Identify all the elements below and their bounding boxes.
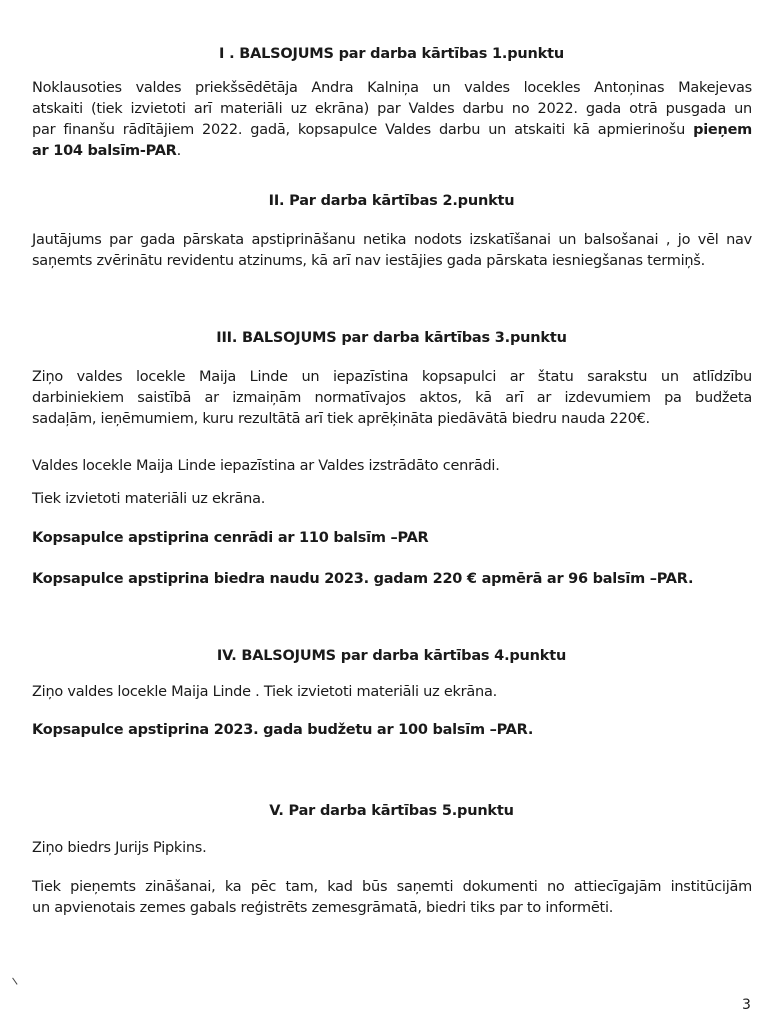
section-3-decision (32, 528, 752, 549)
text-line: sadaļām, ieņēmumiem, kuru rezultātā arī tiek aprēķināta piedāvātā biedru nauda 220€. (32, 411, 650, 427)
text-line: Tiek izvietoti materiāli uz ekrāna. (32, 491, 266, 507)
page-number: 3 (742, 997, 751, 1013)
section-2-paragraph (32, 230, 752, 272)
pen-mark (12, 975, 21, 984)
section-1-heading: I . BALSOJUMS par darba kārtības 1.punktu (219, 46, 564, 62)
text-segment: . (176, 143, 181, 159)
section-4-heading: IV. BALSOJUMS par darba kārtības 4.punktu (216, 648, 567, 664)
section-3-heading: III. BALSOJUMS par darba kārtības 3.punktu (216, 330, 567, 346)
section-3-paragraph (32, 367, 752, 430)
text-line (32, 120, 752, 141)
section-2-heading: II. Par darba kārtības 2.punktu (268, 193, 515, 209)
section-5-heading: V. Par darba kārtības 5.punktu (269, 803, 514, 819)
decision-text: Kopsapulce apstiprina biedra naudu 2023. gadam 220 € apmērā ar 96 balsīm –PAR. (32, 571, 694, 587)
text-line: Noklausoties valdes priekšsēdētāja Andra Kalniņa un valdes locekles Antoņinas Makejevas (32, 80, 752, 96)
text-line: saņemts zvērinātu revidentu atzinums, kā arī nav iestājies gada pārskata iesniegšanas termiņš. (32, 253, 705, 269)
decision-text: Kopsapulce apstiprina 2023. gada budžetu ar 100 balsīm –PAR. (32, 722, 534, 738)
text-segment: par finanšu rādītājiem 2022. gadā, kopsapulce Valdes darbu un atskaiti kā apmierinošu (32, 122, 686, 138)
text-line: atskaiti (tiek izvietoti arī materiāli uz ekrāna) par Valdes darbu no 2022. gada otrā pusgada un (32, 101, 752, 117)
text-line: darbiniekiem saistībā ar izmaiņām normatīvajos aktos, kā arī ar izdevumiem pa budžeta (32, 390, 752, 406)
section-1-paragraph (32, 78, 752, 162)
text-line: Ziņo valdes locekle Maija Linde un iepazīstina kopsapulci ar štatu sarakstu un atlīdzību (32, 369, 752, 385)
text-line: Tiek pieņemts zināšanai, ka pēc tam, kad būs saņemti dokumenti no attiecīgajām institūcijām (32, 879, 752, 895)
section-3-text (32, 489, 752, 510)
section-4-decision (32, 720, 752, 741)
section-5-text (32, 838, 752, 859)
section-3-text (32, 456, 752, 477)
section-4-text (32, 682, 752, 703)
text-line: un apvienotais zemes gabals reģistrēts zemesgrāmatā, biedri tiks par to informēti. (32, 900, 614, 916)
text-line: Valdes locekle Maija Linde iepazīstina ar Valdes izstrādāto cenrādi. (32, 458, 500, 474)
decision-text: Kopsapulce apstiprina cenrādi ar 110 balsīm –PAR (32, 530, 429, 546)
text-line: Ziņo valdes locekle Maija Linde . Tiek izvietoti materiāli uz ekrāna. (32, 684, 497, 700)
vote-result: ar 104 balsīm-PAR (32, 143, 177, 159)
section-5-paragraph (32, 877, 752, 919)
section-3-decision (32, 569, 752, 590)
text-line: Ziņo biedrs Jurijs Pipkins. (32, 840, 207, 856)
text-line: Jautājums par gada pārskata apstiprināšanu netika nodots izskatīšanai un balsošanai , jo vēl nav (32, 232, 752, 248)
decision-emphasis: pieņem (693, 122, 753, 138)
text-line (32, 141, 752, 162)
